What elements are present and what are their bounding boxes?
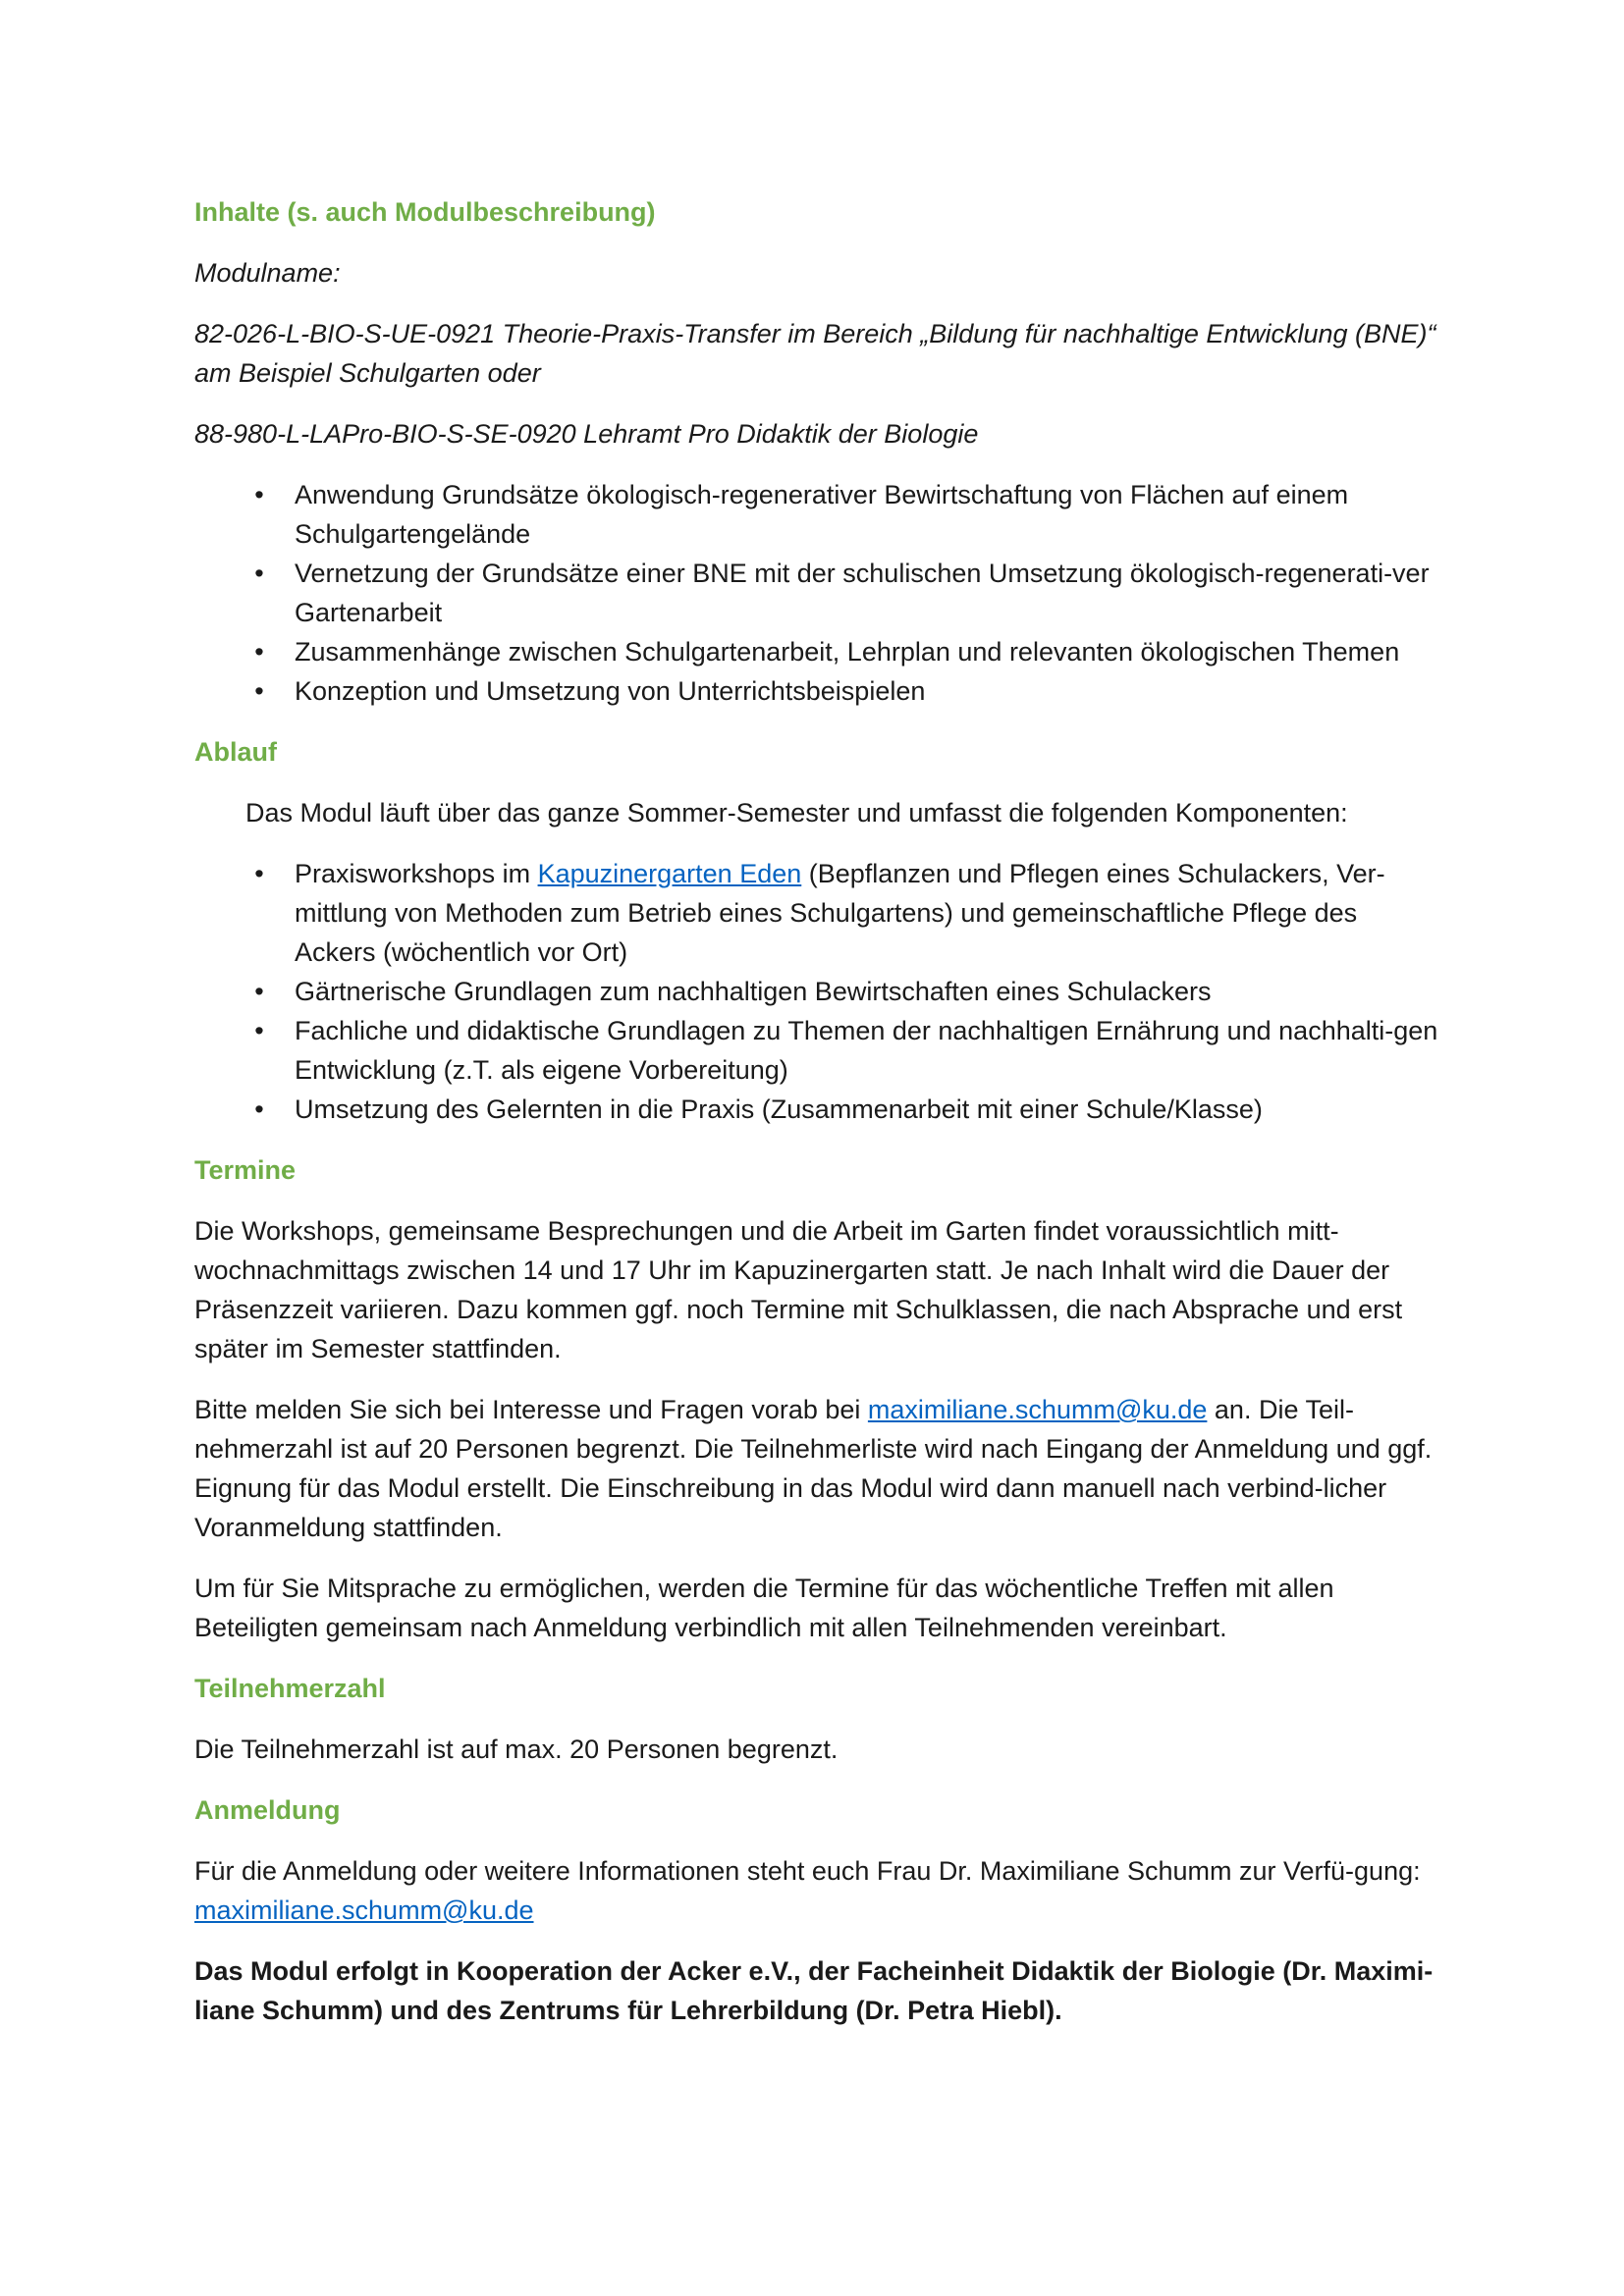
list-item [194, 854, 1441, 972]
list-item [194, 671, 1441, 711]
email-link[interactable]: maximiliane.schumm@ku.de [194, 1896, 534, 1925]
modulname-label: Modulname: [194, 258, 341, 288]
list-item-text: Fachliche und didaktische Grundlagen zu Themen der nachhaltigen Ernährung und nachhalti-gen Entwicklung (z.T. als eigene Vorbereitung) [295, 1016, 1438, 1085]
ablauf-list [194, 854, 1441, 1129]
anmeldung-text [194, 1851, 1441, 1930]
bullet-icon: • [254, 1016, 264, 1045]
bullet-icon: • [254, 859, 264, 888]
list-item [194, 632, 1441, 671]
bullet-icon: • [254, 676, 264, 706]
termine-paragraph-3: Um für Sie Mitsprache zu ermöglichen, werden die Termine für das wöchentliche Treffen mit allen Beteiligten gemeinsam nach Anmeldung verbindlich mit allen Teilnehmenden vereinbart. [194, 1574, 1334, 1642]
ablauf-intro: Das Modul läuft über das ganze Sommer-Semester und umfasst die folgenden Komponenten: [245, 798, 1348, 828]
bullet-icon: • [254, 1095, 264, 1124]
paragraph-suffix: an. Die Teil-nehmerzahl ist auf 20 Personen begrenzt. Die Teilnehmerliste wird nach Eingang der Anmeldung und ggf. Eignung für das Modul erstellt. Die Einschreibung in das Modul wird dann manuell nach verbind-licher Voranmeldung stattfinden. [194, 1395, 1433, 1542]
list-item-suffix: (Bepflanzen und Pflegen eines Schulackers, Ver-mittlung von Methoden zum Betrieb eines Schulgartens) und gemeinschaftliche Pflege des Ackers (wöchentlich vor Ort) [295, 859, 1385, 967]
list-item-text: Konzeption und Umsetzung von Unterrichtsbeispielen [295, 676, 926, 706]
inhalte-list [194, 475, 1441, 711]
list-item-text: Vernetzung der Grundsätze einer BNE mit der schulischen Umsetzung ökologisch-regenerati-ver Gartenarbeit [295, 559, 1430, 627]
kapuzinergarten-link[interactable]: Kapuzinergarten Eden [537, 859, 802, 888]
list-item-text: Anwendung Grundsätze ökologisch-regenerativer Bewirtschaftung von Flächen auf einem Schulgartengelände [295, 480, 1349, 549]
teilnehmerzahl-text: Die Teilnehmerzahl ist auf max. 20 Personen begrenzt. [194, 1735, 839, 1764]
module-title-2: 88-980-L-LAPro-BIO-S-SE-0920 Lehramt Pro Didaktik der Biologie [194, 419, 979, 449]
section-heading-teilnehmerzahl: Teilnehmerzahl [194, 1674, 386, 1703]
termine-paragraph-1: Die Workshops, gemeinsame Besprechungen und die Arbeit im Garten findet voraussichtlich mitt-wochnachmittags zwischen 14 und 17 Uhr im Kapuzinergarten statt. Je nach Inhalt wird die Dauer der Präsenzzeit variieren. Dazu kommen ggf. noch Termine mit Schulklassen, die nach Absprache und erst später im Semester stattfinden. [194, 1216, 1403, 1363]
list-item [194, 554, 1441, 632]
list-item-text: Umsetzung des Gelernten in die Praxis (Zusammenarbeit mit einer Schule/Klasse) [295, 1095, 1263, 1124]
module-title-1: 82-026-L-BIO-S-UE-0921 Theorie-Praxis-Transfer im Bereich „Bildung für nachhaltige Entwicklung (BNE)“ am Beispiel Schulgarten oder [194, 319, 1436, 388]
section-heading-anmeldung: Anmeldung [194, 1795, 341, 1825]
bullet-icon: • [254, 480, 264, 509]
document-page [194, 192, 1441, 2052]
section-heading-inhalte: Inhalte (s. auch Modulbeschreibung) [194, 197, 656, 227]
list-item-text: Gärtnerische Grundlagen zum nachhaltigen Bewirtschaften eines Schulackers [295, 977, 1212, 1006]
list-item-text: Zusammenhänge zwischen Schulgartenarbeit, Lehrplan und relevanten ökologischen Themen [295, 637, 1400, 667]
bullet-icon: • [254, 977, 264, 1006]
list-item [194, 972, 1441, 1011]
bullet-icon: • [254, 559, 264, 588]
list-item [194, 1011, 1441, 1090]
list-item-prefix: Praxisworkshops im [295, 859, 538, 888]
closing-statement: Das Modul erfolgt in Kooperation der Acker e.V., der Facheinheit Didaktik der Biologie (Dr. Maximi-liane Schumm) und des Zentrums für Lehrerbildung (Dr. Petra Hiebl). [194, 1956, 1434, 2025]
list-item [194, 1090, 1441, 1129]
termine-paragraph-2 [194, 1390, 1441, 1547]
paragraph-prefix: Für die Anmeldung oder weitere Informationen steht euch Frau Dr. Maximiliane Schumm zur Verfü-gung: [194, 1856, 1421, 1886]
section-heading-termine: Termine [194, 1155, 297, 1185]
paragraph-prefix: Bitte melden Sie sich bei Interesse und Fragen vorab bei [194, 1395, 868, 1424]
bullet-icon: • [254, 637, 264, 667]
section-heading-ablauf: Ablauf [194, 737, 277, 767]
list-item [194, 475, 1441, 554]
email-link[interactable]: maximiliane.schumm@ku.de [867, 1395, 1208, 1424]
